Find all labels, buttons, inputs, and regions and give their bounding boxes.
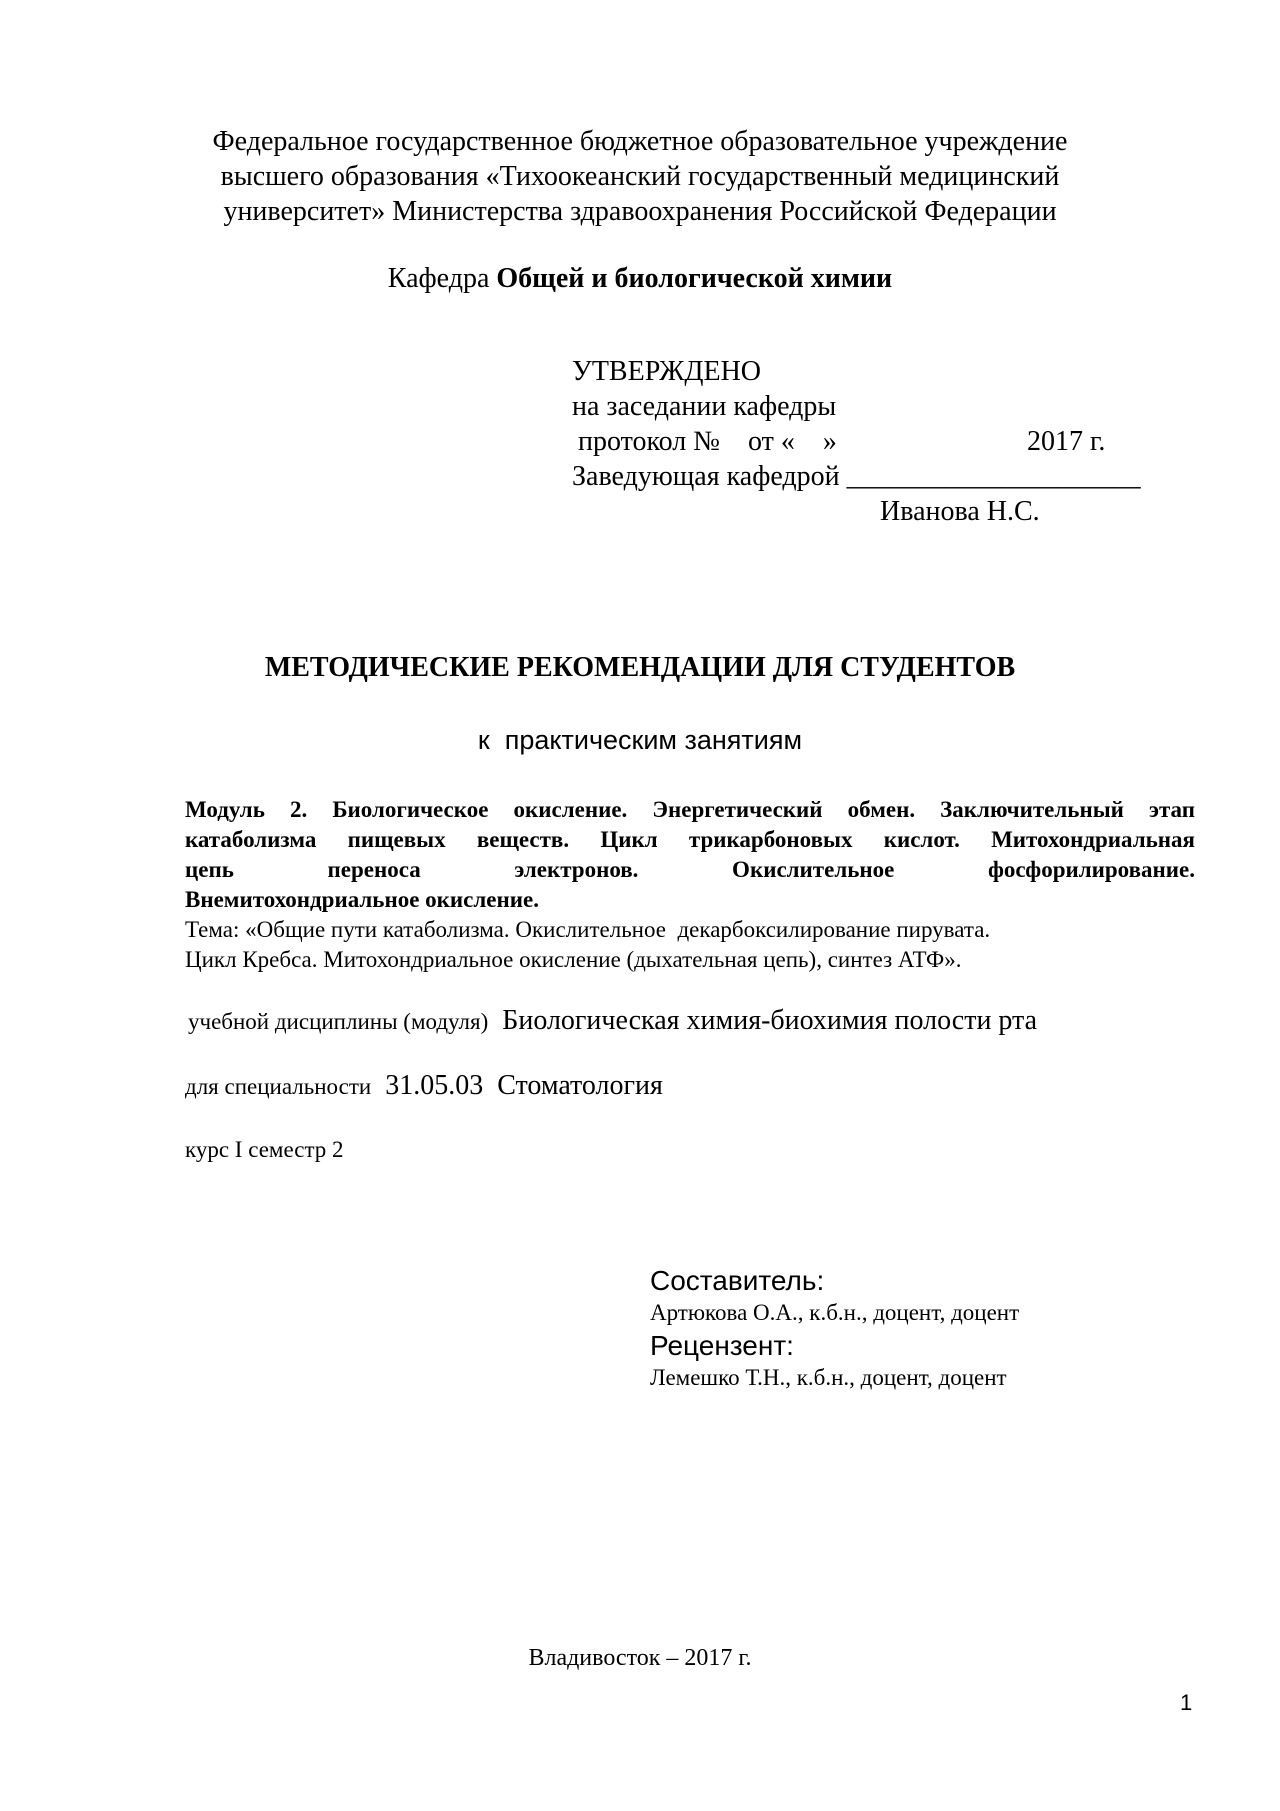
module-line: Модуль 2. Биологическое окисление. Энергетический обмен. Заключительный этап [185, 797, 1195, 822]
institution-line: Федеральное государственное бюджетное образовательное учреждение [212, 126, 1068, 157]
page-number: 1 [1180, 1690, 1193, 1715]
theme-line: Тема: «Общие пути катаболизма. Окислительное декарбоксилирование пирувата. [185, 917, 991, 942]
approval-year: 2017 г. [1027, 426, 1106, 457]
reviewer-name: Лемешко Т.Н., к.б.н., доцент, доцент [650, 1365, 1007, 1390]
document-title: МЕТОДИЧЕСКИЕ РЕКОМЕНДАЦИИ ДЛЯ СТУДЕНТОВ [264, 652, 1016, 683]
meeting-label: на заседании кафедры [572, 391, 837, 422]
discipline-label: учебной дисциплины (модуля) [188, 1009, 489, 1034]
institution-line: университет» Министерства здравоохранения Российской Федерации [223, 196, 1057, 227]
discipline-value: Биологическая химия-биохимия полости рта [502, 1005, 1038, 1036]
signature-line: _____________________ [846, 461, 1141, 492]
department-prefix: Кафедра [387, 263, 490, 294]
discipline-line [188, 1005, 1037, 1037]
protocol-label: протокол № от « » [578, 426, 837, 457]
module-description [185, 795, 1195, 915]
compiler-name: Артюкова О.А., к.б.н., доцент, доцент [650, 1300, 1020, 1325]
institution-line: высшего образования «Тихоокеанский государственный медицинский [220, 161, 1060, 192]
approved-label: УТВЕРЖДЕНО [572, 356, 762, 387]
head-label: Заведующая кафедрой [572, 461, 840, 492]
institution-header [170, 124, 1110, 229]
theme-block [185, 915, 1195, 975]
department-line [170, 262, 1110, 296]
specialty-value: 31.05.03 Стоматология [385, 1070, 663, 1101]
specialty-label: для специальности [185, 1074, 372, 1099]
document-subtitle: к практическим занятиям [477, 725, 803, 755]
city-year: Владивосток – 2017 г. [528, 1645, 752, 1671]
department-name: Общей и биологической химии [496, 263, 893, 294]
head-name: Иванова Н.С. [880, 496, 1040, 527]
module-line: Внемитохондриальное окисление. [185, 887, 539, 912]
module-line: катаболизма пищевых веществ. Цикл трикарбоновых кислот. Митохондриальная [185, 827, 1195, 852]
reviewer-label: Рецензент: [650, 1330, 794, 1361]
head-of-department-line [572, 460, 1141, 494]
specialty-line [185, 1070, 663, 1102]
compiler-label: Составитель: [650, 1265, 825, 1296]
theme-line: Цикл Кребса. Митохондриальное окисление (дыхательная цепь), синтез АТФ». [185, 947, 962, 972]
course-semester: курс I семестр 2 [185, 1137, 344, 1162]
module-line: цепь переноса электронов. Окислительное фосфорилирование. [185, 857, 1195, 882]
